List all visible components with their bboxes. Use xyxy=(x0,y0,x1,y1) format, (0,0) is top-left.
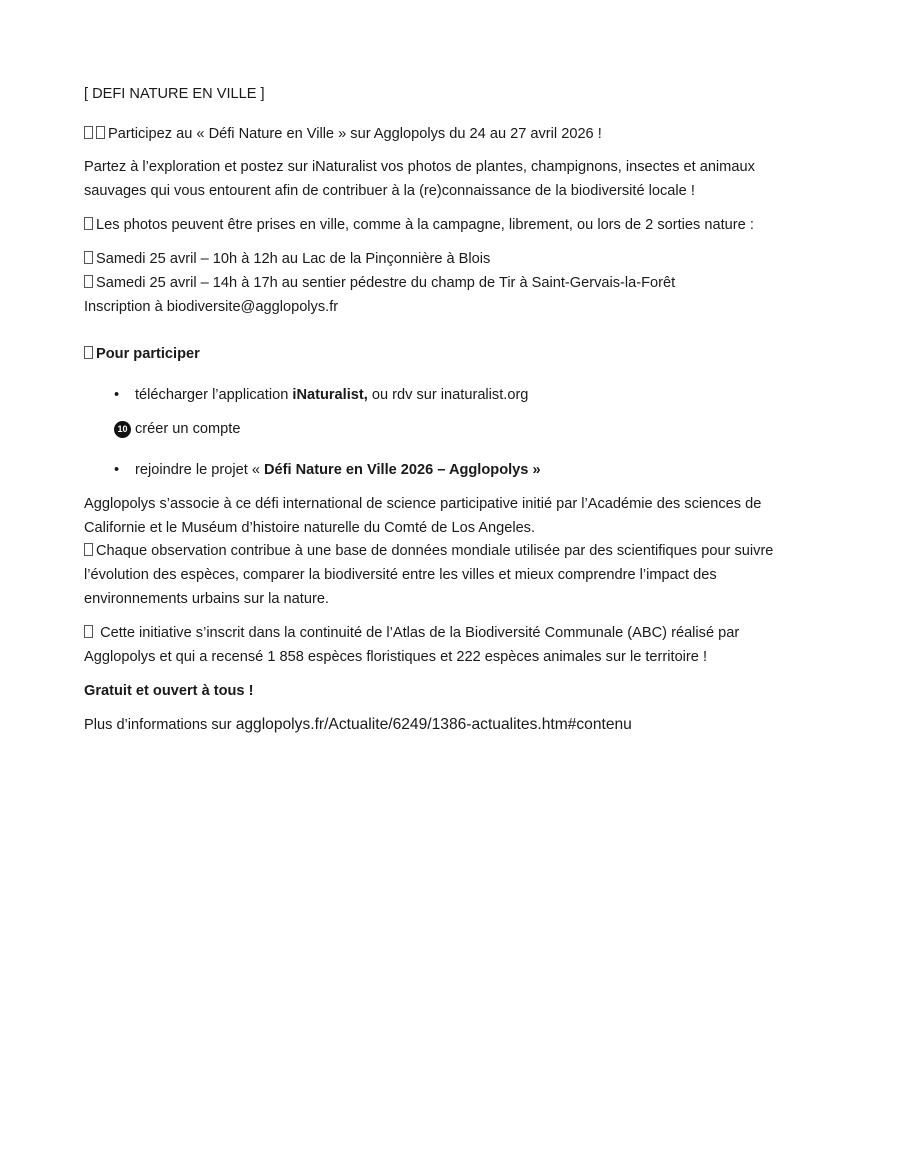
observation-line-3 xyxy=(84,589,329,609)
number-ten-icon: 10 xyxy=(114,421,131,438)
emoji-placeholder-icon xyxy=(84,275,93,288)
partner-line-2 xyxy=(84,518,535,538)
emoji-placeholder-icon xyxy=(84,217,93,230)
observation-line-1 xyxy=(84,541,773,561)
document-header xyxy=(84,84,265,104)
observation-text-1: Chaque observation contribue à une base de données mondiale utilisée par des scientifiques pour suivre xyxy=(96,543,774,559)
observation-text-3: environnements urbains sur la nature. xyxy=(84,591,329,607)
more-info-prefix: Plus d’informations sur xyxy=(84,717,236,733)
outing-1-line xyxy=(84,249,490,269)
step-1-prefix: télécharger l’application xyxy=(135,387,293,403)
emoji-placeholder-icon xyxy=(96,126,105,139)
abc-text-1: Cette initiative s’inscrit dans la continuité de l’Atlas de la Biodiversité Communale (ABC) réalisé par xyxy=(100,625,740,641)
more-info-link[interactable]: agglopolys.fr/Actualite/6249/1386-actualites.htm#contenu xyxy=(235,716,632,733)
intro-text: Participez au « Défi Nature en Ville » sur Agglopolys du 24 au 27 avril 2026 ! xyxy=(108,126,602,142)
step-1-suffix: ou rdv sur inaturalist.org xyxy=(367,387,529,403)
registration-line xyxy=(84,297,338,317)
free-text: Gratuit et ouvert à tous ! xyxy=(84,683,254,699)
outing-1-text: Samedi 25 avril – 10h à 12h au Lac de la Pinçonnière à Blois xyxy=(96,251,491,267)
description-text-2: sauvages qui vous entourent afin de contribuer à la (re)connaissance de la biodiversité locale ! xyxy=(84,183,695,199)
partner-text-2: Californie et le Muséum d’histoire naturelle du Comté de Los Angeles. xyxy=(84,520,536,536)
abc-line-2 xyxy=(84,647,707,667)
outing-2-text: Samedi 25 avril – 14h à 17h au sentier pédestre du champ de Tir à Saint-Gervais-la-Forêt xyxy=(96,275,676,291)
observation-text-2: l’évolution des espèces, comparer la biodiversité entre les villes et mieux comprendre l’impact des xyxy=(84,567,717,583)
participate-heading-text: Pour participer xyxy=(96,346,200,362)
abc-text-2: Agglopolys et qui a recensé 1 858 espèces floristiques et 222 espèces animales sur le territoire ! xyxy=(84,649,708,665)
partner-line-1 xyxy=(84,494,761,514)
description-line-1 xyxy=(84,157,755,177)
registration-text: Inscription à biodiversite@agglopolys.fr xyxy=(84,299,339,315)
abc-line-1 xyxy=(84,623,739,643)
description-text-1: Partez à l’exploration et postez sur iNaturalist vos photos de plantes, champignons, insectes et animaux xyxy=(84,159,755,175)
participate-heading xyxy=(84,344,200,364)
bullet-icon: • xyxy=(114,387,120,403)
step-3 xyxy=(114,460,541,480)
step-2 xyxy=(114,419,240,439)
step-2-text: créer un compte xyxy=(135,421,241,437)
free-line xyxy=(84,681,253,701)
emoji-placeholder-icon xyxy=(84,543,93,556)
step-1 xyxy=(114,385,528,405)
step-3-project-name: Défi Nature en Ville 2026 – Agglopolys » xyxy=(264,462,541,478)
outing-2-line xyxy=(84,273,675,293)
observation-line-2 xyxy=(84,565,717,585)
emoji-placeholder-icon xyxy=(84,251,93,264)
emoji-placeholder-icon xyxy=(84,126,93,139)
header-text: [ DEFI NATURE EN VILLE ] xyxy=(84,86,265,102)
bullet-icon: • xyxy=(114,462,120,478)
photos-info-line xyxy=(84,215,754,235)
photos-info-text: Les photos peuvent être prises en ville, comme à la campagne, librement, ou lors de 2 sorties nature : xyxy=(96,217,754,233)
emoji-placeholder-icon xyxy=(84,346,93,359)
more-info-line xyxy=(84,715,632,735)
step-1-app-name: iNaturalist, xyxy=(292,387,368,403)
intro-line xyxy=(84,124,602,144)
emoji-placeholder-icon xyxy=(84,625,93,638)
description-line-2 xyxy=(84,181,695,201)
step-3-prefix: rejoindre le projet « xyxy=(135,462,264,478)
partner-text-1: Agglopolys s’associe à ce défi international de science participative initié par l’Académie des sciences de xyxy=(84,496,762,512)
